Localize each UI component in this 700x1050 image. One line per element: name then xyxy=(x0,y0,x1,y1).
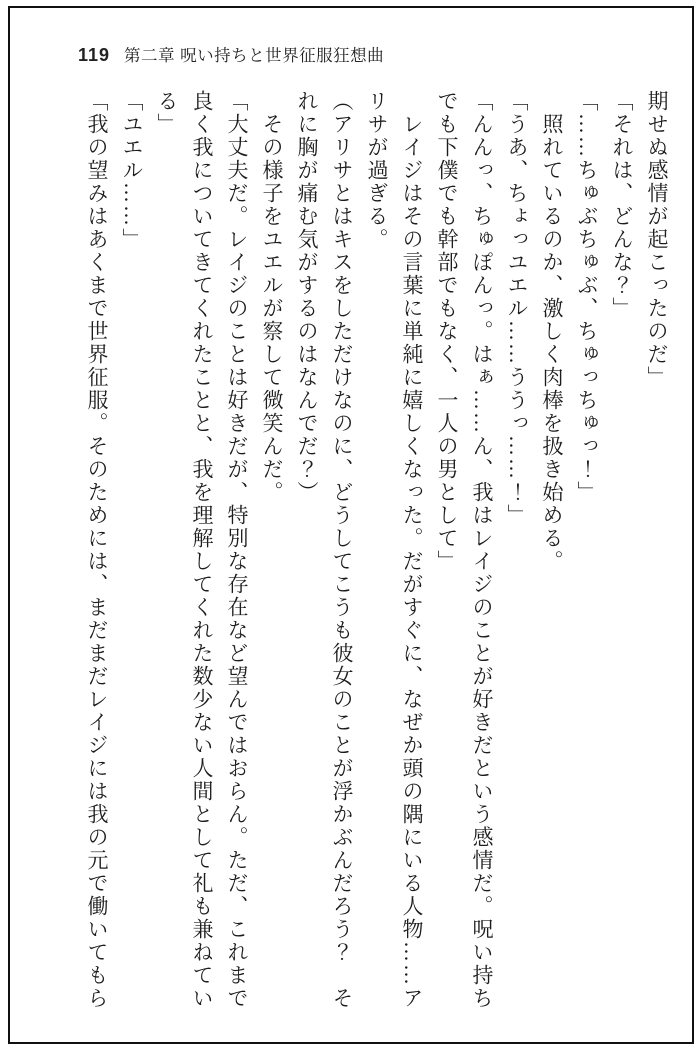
running-header xyxy=(78,42,384,66)
text-column: 「我の望みはあくまで世界征服。そのためには、まだまだレイジには我の元で働いてもら xyxy=(85,90,109,1010)
text-column: レイジはその言葉に単純に嬉しくなった。だがすぐに、なぜか頭の隅にいる人物……ア xyxy=(400,90,424,1010)
text-column: 「……ちゅぶちゅぶ、ちゅっちゅっ！」 xyxy=(575,90,599,504)
text-column: 「ユエル……」 xyxy=(120,90,144,251)
text-column: （アリサとはキスをしただけなのに、どうしてこうも彼女のことが浮かぶんだろう？ そ xyxy=(330,90,354,1010)
text-column: リサが過ぎる。 xyxy=(365,90,389,251)
text-column: でも下僕でも幹部でもなく、一人の男として」 xyxy=(435,90,459,573)
chapter-title: 第二章 呪い持ちと世界征服狂想曲 xyxy=(124,47,385,65)
text-column: その様子をユエルが察して微笑んだ。 xyxy=(260,90,284,504)
text-column: 期せぬ感情が起こったのだ」 xyxy=(645,90,669,389)
text-column: 照れているのか、激しく肉棒を扱き始める。 xyxy=(540,90,564,573)
vertical-text-body xyxy=(79,90,674,1012)
text-column: れに胸が痛む気がするのはなんでだ？） xyxy=(295,90,319,504)
page-number: 119 xyxy=(78,45,111,65)
text-column: 「うあ、ちょっユエル……ううっ……！」 xyxy=(505,90,529,527)
text-column: 良く我についてきてくれたことと、我を理解してくれた数少ない人間として礼も兼ねてい xyxy=(190,90,214,1010)
text-column: 「んんっ、ちゅぽんっ。はぁ……ん、我はレイジのことが好きだという感情だ。呪い持ち xyxy=(470,90,494,1010)
text-column: 「それは、どんな？」 xyxy=(610,90,634,320)
text-column: る」 xyxy=(155,90,179,136)
text-column: 「大丈夫だ。レイジのことは好きだが、特別な存在など望んではおらん。ただ、これまで xyxy=(225,90,249,1010)
